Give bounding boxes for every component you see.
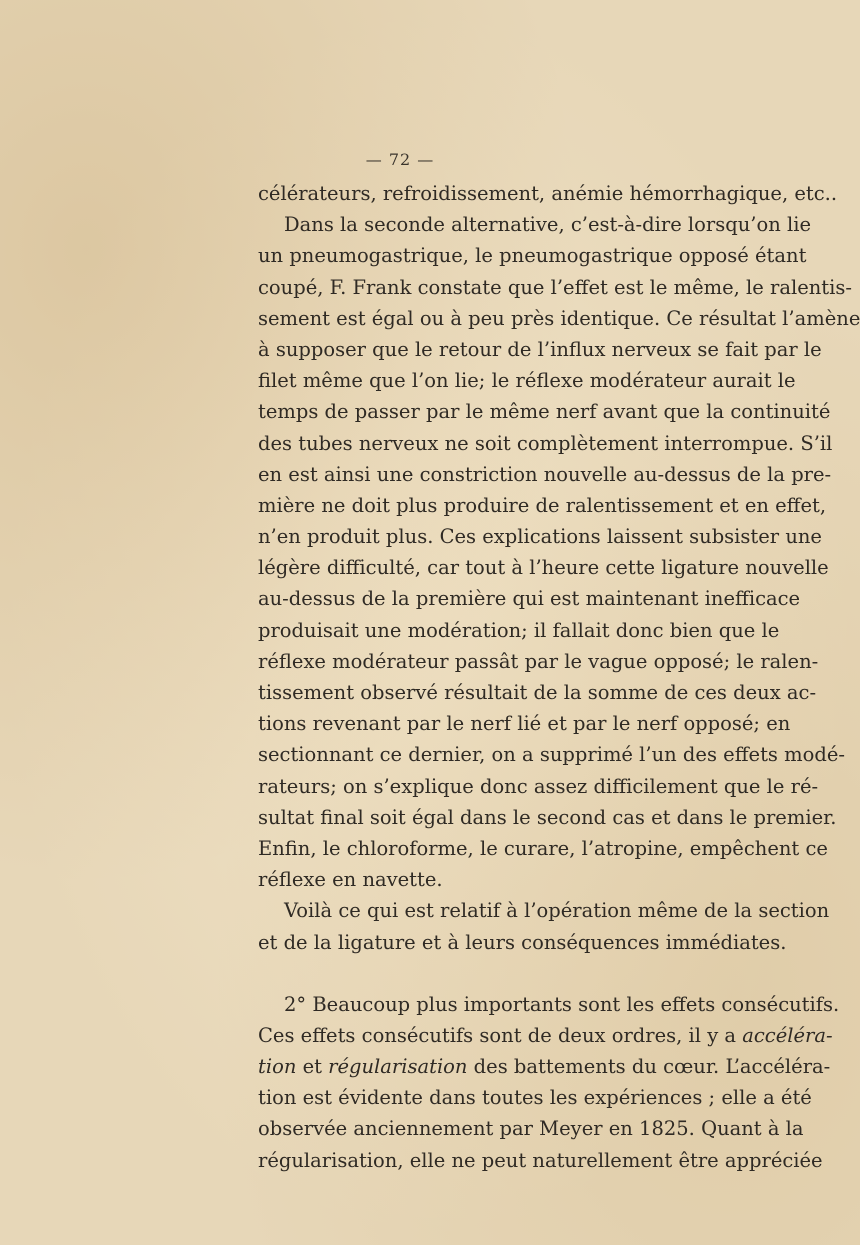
text-line: réflexe en navette. <box>258 868 443 892</box>
text-run: Ces effets consécutifs sont de deux ordres, il y a <box>258 1023 743 1047</box>
text-line: mière ne doit plus produire de ralentissement et en effet, <box>258 493 827 517</box>
text-line: sectionnant ce dernier, on a supprimé l’un des effets modé- <box>258 743 845 767</box>
text-line: un pneumogastrique, le pneumogastrique opposé étant <box>258 244 807 268</box>
text-line <box>258 1145 823 1176</box>
text-line: Voilà ce qui est relatif à l’opération même de la section <box>284 899 830 923</box>
italic-term: régularisation <box>328 1055 468 1079</box>
italic-term: accéléra- <box>742 1023 833 1047</box>
text-line <box>258 989 840 1020</box>
text-line: au-dessus de la première qui est maintenant inefficace <box>258 587 801 611</box>
text-run: tion est évidente dans toutes les expériences ; elle a été <box>258 1086 812 1110</box>
text-line: à supposer que le retour de l’influx nerveux se fait par le <box>258 337 822 361</box>
text-run: des battements du cœur. L’accéléra- <box>467 1055 831 1079</box>
text-line: légère difficulté, car tout à l’heure cette ligature nouvelle <box>258 556 829 580</box>
text-line: tions revenant par le nerf lié et par le nerf opposé; en <box>258 712 791 736</box>
text-line: temps de passer par le même nerf avant que la continuité <box>258 400 831 424</box>
text-run: observée anciennement par Meyer en 1825. Quant à la <box>258 1117 804 1141</box>
text-line: célérateurs, refroidissement, anémie hémorrhagique, etc.. <box>258 182 838 205</box>
text-line <box>258 1113 804 1144</box>
text-line: Dans la seconde alternative, c’est-à-dire lorsqu’on lie <box>284 213 811 237</box>
text-line: produisait une modération; il fallait donc bien que le <box>258 618 780 642</box>
text-line: réflexe modérateur passât par le vague opposé; le ralen- <box>258 649 819 673</box>
text-line <box>258 1051 831 1082</box>
italic-term: tion <box>258 1055 297 1079</box>
text-line: et de la ligature et à leurs conséquences immédiates. <box>258 930 787 954</box>
text-line: sultat final soit égal dans le second cas et dans le premier. <box>258 805 837 829</box>
text-line <box>258 1020 833 1051</box>
text-run: 2° Beaucoup plus importants sont les effets consécutifs. <box>284 992 840 1016</box>
text-line: n’en produit plus. Ces explications laissent subsister une <box>258 525 822 549</box>
text-line: rateurs; on s’explique donc assez difficilement que le ré- <box>258 774 819 798</box>
paragraph-gap <box>258 958 764 989</box>
text-line: coupé, F. Frank constate que l’effet est le même, le ralentis- <box>258 275 852 299</box>
text-line: tissement observé résultait de la somme de ces deux ac- <box>258 681 817 704</box>
text-run: et <box>296 1055 329 1079</box>
page-number: — 72 — <box>365 150 435 169</box>
text-line: Enfin, le chloroforme, le curare, l’atropine, empêchent ce <box>258 836 828 860</box>
text-run: régularisation, elle ne peut naturellement être appréciée <box>258 1148 823 1172</box>
body-text <box>258 178 860 1176</box>
text-line: en est ainsi une constriction nouvelle au-dessus de la pre- <box>258 462 832 486</box>
text-line: sement est égal ou à peu près identique. Ce résultat l’amène <box>258 306 860 330</box>
text-line <box>258 1082 812 1113</box>
text-line: filet même que l’on lie; le réflexe modérateur aurait le <box>258 369 796 393</box>
text-line: des tubes nerveux ne soit complètement interrompue. S’il <box>258 431 833 455</box>
